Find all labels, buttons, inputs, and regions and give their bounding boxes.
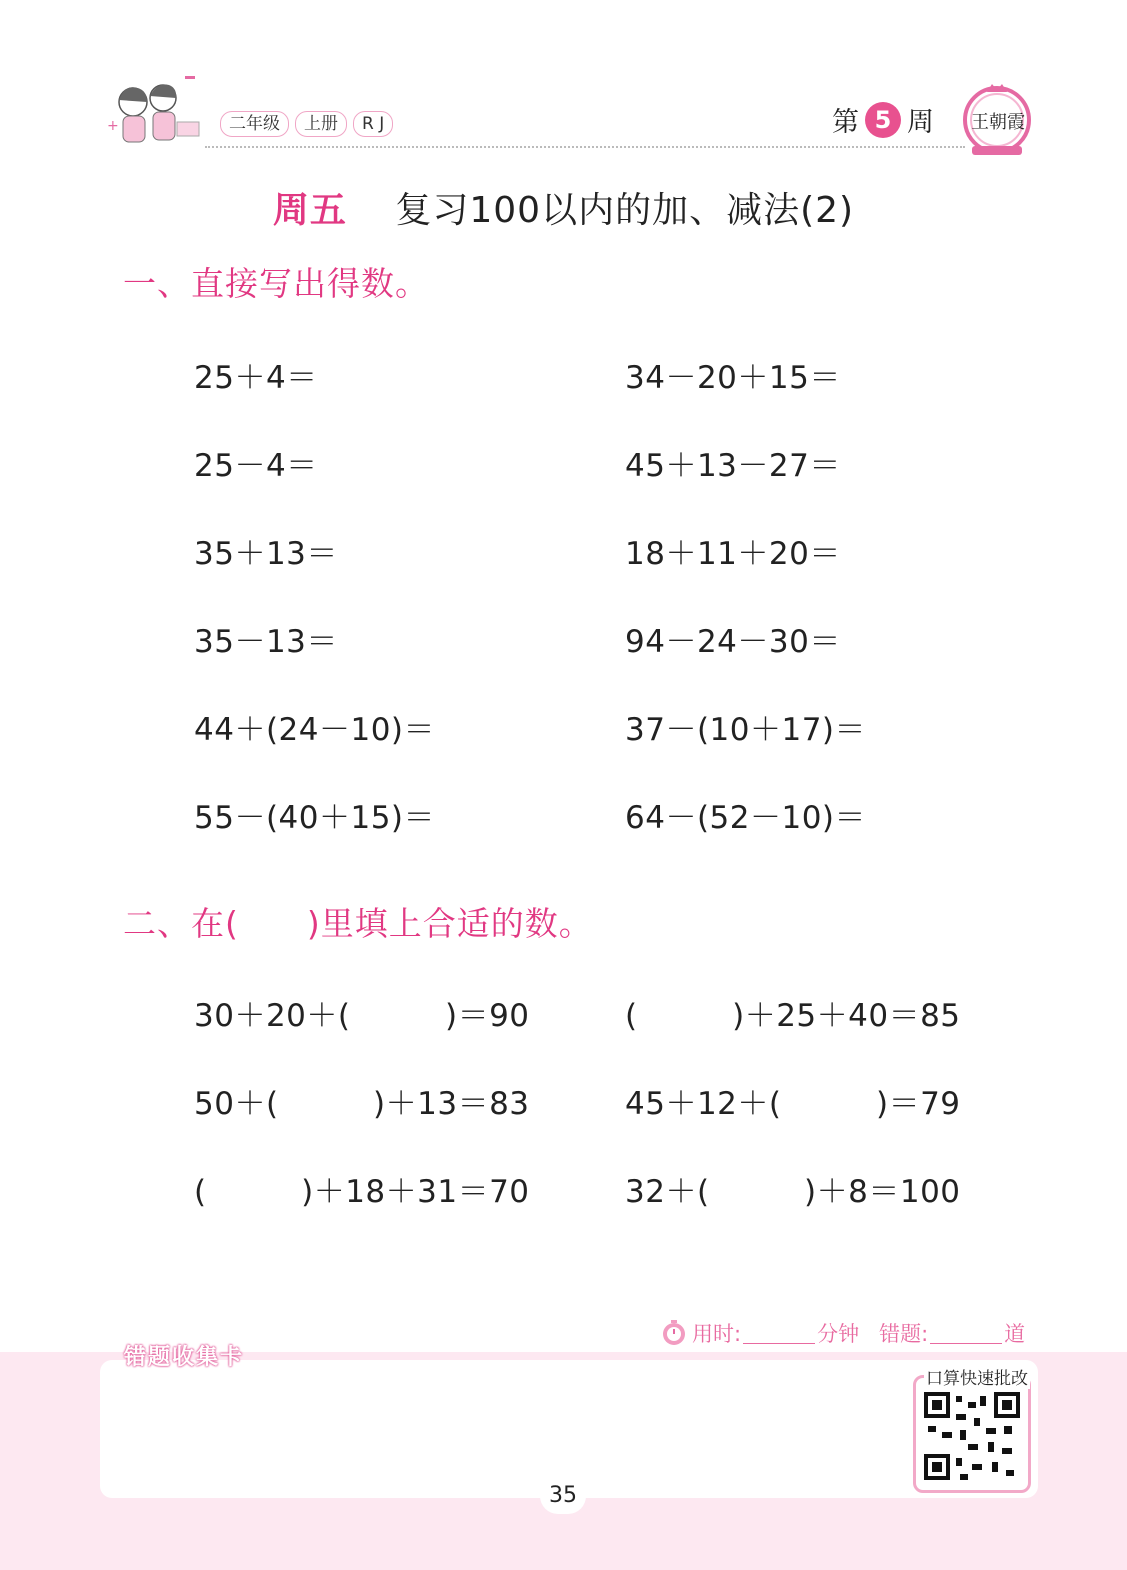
fill-blank-problem: 30＋20＋( )＝90 <box>194 998 530 1034</box>
problem: 18＋11＋20＝ <box>625 536 841 572</box>
week-indicator <box>832 100 934 139</box>
volume-label: 上册 <box>295 111 347 137</box>
fill-blank-problem: 50＋( )＋13＝83 <box>194 1086 530 1122</box>
page-number: 35 <box>540 1478 586 1514</box>
errors-blank[interactable] <box>930 1323 1002 1344</box>
header-divider <box>205 146 965 148</box>
qr-code-frame[interactable] <box>913 1375 1031 1493</box>
page-title <box>0 182 1127 233</box>
fill-blank-problem: ( )＋25＋40＝85 <box>625 998 961 1034</box>
problem: 45＋13－27＝ <box>625 448 841 484</box>
problem: 35－13＝ <box>194 624 338 660</box>
qr-code-icon <box>916 1378 1028 1490</box>
problem: 64－(52－10)＝ <box>625 800 867 836</box>
problem: 25－4＝ <box>194 448 318 484</box>
edition-label: R J <box>353 111 393 137</box>
stopwatch-icon <box>660 1319 688 1347</box>
time-blank[interactable] <box>743 1323 815 1344</box>
problem: 25＋4＝ <box>194 360 318 396</box>
fill-blank-problem: 45＋12＋( )＝79 <box>625 1086 961 1122</box>
week-suffix: 周 <box>907 107 934 138</box>
grade-label: 二年级 <box>220 111 289 137</box>
error-card-label: 错题收集卡 <box>124 1345 245 1370</box>
errors-unit: 道 <box>1004 1322 1026 1346</box>
week-prefix: 第 <box>832 107 859 138</box>
section1-heading: 一、直接写出得数。 <box>123 264 429 303</box>
svg-text:+: + <box>107 118 119 134</box>
problem: 44＋(24－10)＝ <box>194 712 436 748</box>
problem: 34－20＋15＝ <box>625 360 841 396</box>
problem: 94－24－30＝ <box>625 624 841 660</box>
week-number-clock-icon: 5 <box>865 102 901 138</box>
title-day: 周五 <box>272 190 347 231</box>
qr-label: 口算快速批改 <box>924 1364 1030 1389</box>
time-record <box>660 1318 1025 1348</box>
brand-badge <box>960 80 1035 158</box>
kids-illustration <box>105 72 205 157</box>
fill-blank-problem: 32＋( )＋8＝100 <box>625 1174 961 1210</box>
problem: 55－(40＋15)＝ <box>194 800 436 836</box>
time-label: 用时: <box>692 1322 742 1346</box>
problem: 35＋13＝ <box>194 536 338 572</box>
problem: 37－(10＋17)＝ <box>625 712 867 748</box>
section2-heading: 二、在( )里填上合适的数。 <box>123 904 593 943</box>
grade-info <box>220 111 393 137</box>
brand-name: 王朝霞 <box>971 112 1025 133</box>
title-topic: 复习100以内的加、减法(2) <box>395 190 855 231</box>
time-unit: 分钟 <box>817 1322 860 1346</box>
errors-label: 错题: <box>879 1322 929 1346</box>
fill-blank-problem: ( )＋18＋31＝70 <box>194 1174 530 1210</box>
